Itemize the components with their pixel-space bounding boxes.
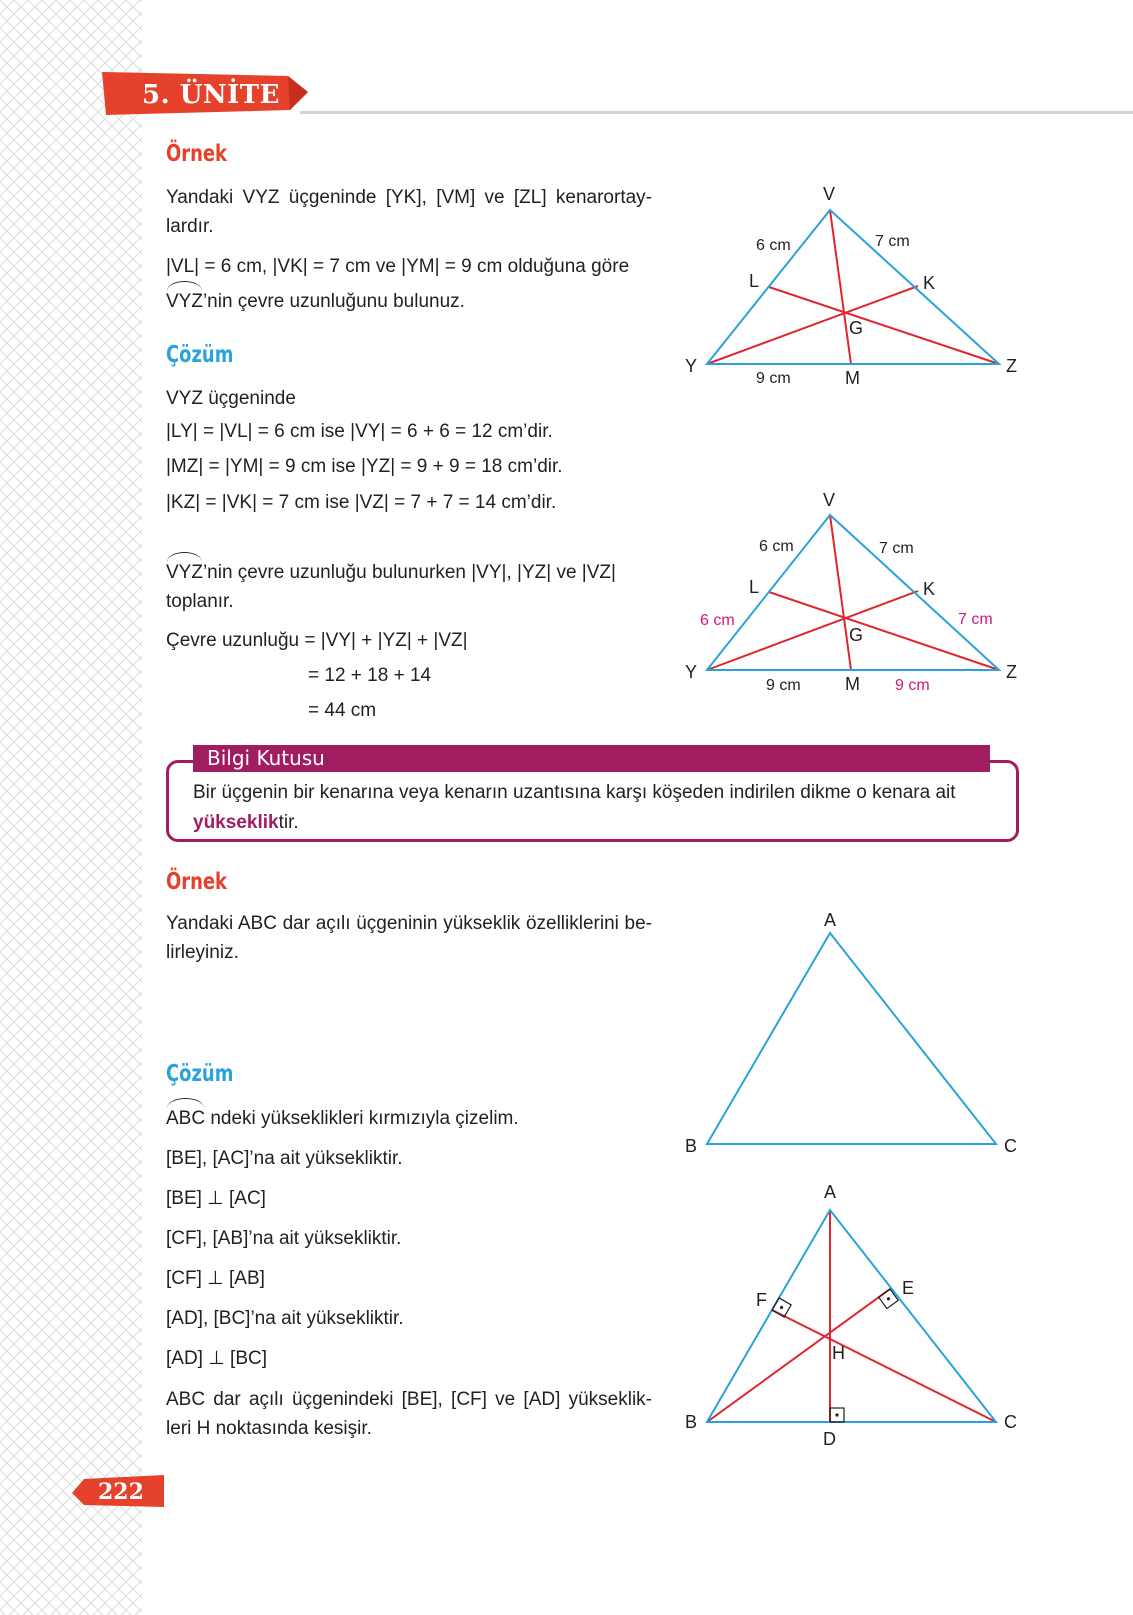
point-label-k: K bbox=[923, 579, 936, 599]
triangle-vyz-solution-figure bbox=[670, 485, 1050, 710]
point-label-g: G bbox=[849, 625, 864, 645]
vertex-label-c: C bbox=[1004, 1136, 1017, 1156]
info-box-text: Bir üçgenin bir kenarına veya kenarın uzantısına karşı köşeden indirilen dikme o kenara ait yüksekliktir. bbox=[193, 782, 956, 833]
solution1-line1: VYZ üçgeninde bbox=[166, 388, 296, 409]
point-label-m: M bbox=[845, 674, 860, 694]
solution1-line6: toplanır. bbox=[166, 591, 234, 612]
unit-title: 5. ÜNİTE bbox=[142, 80, 280, 110]
solution2-line6: [AD], [BC]’na ait yüksekliktir. bbox=[166, 1308, 404, 1329]
right-angle-mark-d bbox=[830, 1408, 844, 1422]
perimeter-line1: Çevre uzunluğu = |VY| + |YZ| + |VZ| bbox=[166, 630, 468, 651]
length-label-vl: 6 cm bbox=[759, 538, 794, 555]
header-rule bbox=[300, 111, 1133, 114]
perimeter-line3: = 44 cm bbox=[308, 700, 377, 721]
length-label-kz: 7 cm bbox=[958, 611, 993, 628]
solution1-line4: |KZ| = |VK| = 7 cm ise |VZ| = 7 + 7 = 14 cm’dir. bbox=[166, 492, 557, 513]
altitude-lines bbox=[707, 1210, 996, 1422]
vertex-label-a: A bbox=[824, 1182, 837, 1202]
triangle-symbol: ABC bbox=[166, 1104, 205, 1133]
solution2-line4: [CF], [AB]’na ait yüksekliktir. bbox=[166, 1228, 402, 1249]
point-label-d: D bbox=[823, 1429, 836, 1449]
solution-heading: Çözüm bbox=[166, 1061, 234, 1087]
solution2-line5: [CF] ⊥ [AB] bbox=[166, 1268, 265, 1289]
solution1-line2: |LY| = |VL| = 6 cm ise |VY| = 6 + 6 = 12 cm’dir. bbox=[166, 421, 553, 442]
solution2-line1: ABC ndeki yükseklikleri kırmızıyla çizelim. bbox=[166, 1104, 519, 1133]
solution1-line5: VYZ’nin çevre uzunluğu bulunurken |VY|, |YZ| ve |VZ| bbox=[166, 558, 616, 587]
length-label-ly: 6 cm bbox=[700, 612, 735, 629]
triangle-abc-altitudes-figure bbox=[670, 1175, 1050, 1455]
length-label-mz: 9 cm bbox=[895, 677, 930, 694]
vertex-label-z: Z bbox=[1006, 356, 1017, 376]
example-heading: Örnek bbox=[166, 869, 227, 895]
decorative-lattice bbox=[0, 0, 142, 1615]
solution1-line3: |MZ| = |YM| = 9 cm ise |YZ| = 9 + 9 = 18 cm’dir. bbox=[166, 456, 563, 477]
point-label-g: G bbox=[849, 318, 864, 338]
triangle-outline bbox=[707, 933, 996, 1144]
vertex-label-c: C bbox=[1004, 1412, 1017, 1432]
solution2-line3: [BE] ⊥ [AC] bbox=[166, 1188, 266, 1209]
solution-heading: Çözüm bbox=[166, 342, 234, 368]
point-label-h: H bbox=[832, 1343, 845, 1363]
vertex-label-a: A bbox=[824, 910, 837, 930]
perimeter-line2: = 12 + 18 + 14 bbox=[308, 665, 432, 686]
length-label-vl: 6 cm bbox=[756, 237, 791, 254]
vertex-label-b: B bbox=[685, 1136, 698, 1156]
point-label-l: L bbox=[749, 271, 760, 291]
point-label-l: L bbox=[749, 577, 760, 597]
page-number: 222 bbox=[98, 1479, 144, 1505]
example1-line4: VYZ’nin çevre uzunluğunu bulunuz. bbox=[166, 287, 465, 316]
point-label-f: F bbox=[756, 1290, 767, 1310]
triangle-abc-figure bbox=[670, 900, 1050, 1165]
vertex-label-b: B bbox=[685, 1412, 698, 1432]
example1-line2: lardır. bbox=[166, 216, 214, 237]
example1-line3: |VL| = 6 cm, |VK| = 7 cm ve |YM| = 9 cm olduğuna göre bbox=[166, 256, 630, 277]
length-label-ym: 9 cm bbox=[766, 677, 801, 694]
solution2-line2: [BE], [AC]’na ait yüksekliktir. bbox=[166, 1148, 403, 1169]
example2-line1: Yandaki ABC dar açılı üçgeninin yükseklik özelliklerini be- bbox=[166, 913, 652, 934]
solution2-line8: ABC dar açılı üçgenindeki [BE], [CF] ve [AD] yükseklik- bbox=[166, 1389, 652, 1410]
length-label-vk: 7 cm bbox=[879, 540, 914, 557]
solution2-line7: [AD] ⊥ [BC] bbox=[166, 1348, 268, 1369]
example1-line1: Yandaki VYZ üçgeninde [YK], [VM] ve [ZL] kenarortay- bbox=[166, 187, 652, 208]
triangle-symbol: VYZ bbox=[166, 287, 203, 316]
point-label-k: K bbox=[923, 273, 936, 293]
vertex-label-y: Y bbox=[685, 356, 698, 376]
point-label-e: E bbox=[902, 1278, 915, 1298]
triangle-symbol: VYZ bbox=[166, 558, 203, 587]
example-heading: Örnek bbox=[166, 141, 227, 167]
info-box-title: Bilgi Kutusu bbox=[207, 746, 325, 770]
vertex-label-v: V bbox=[823, 184, 836, 204]
solution2-line9: leri H noktasında kesişir. bbox=[166, 1418, 372, 1439]
vertex-label-v: V bbox=[823, 490, 836, 510]
example2-line2: lirleyiniz. bbox=[166, 942, 239, 963]
vertex-label-y: Y bbox=[685, 662, 698, 682]
info-box-keyword: yükseklik bbox=[193, 812, 279, 833]
length-label-ym: 9 cm bbox=[756, 370, 791, 387]
point-label-m: M bbox=[845, 368, 860, 388]
triangle-vyz-figure bbox=[670, 170, 1050, 400]
length-label-vk: 7 cm bbox=[875, 233, 910, 250]
vertex-label-z: Z bbox=[1006, 662, 1017, 682]
